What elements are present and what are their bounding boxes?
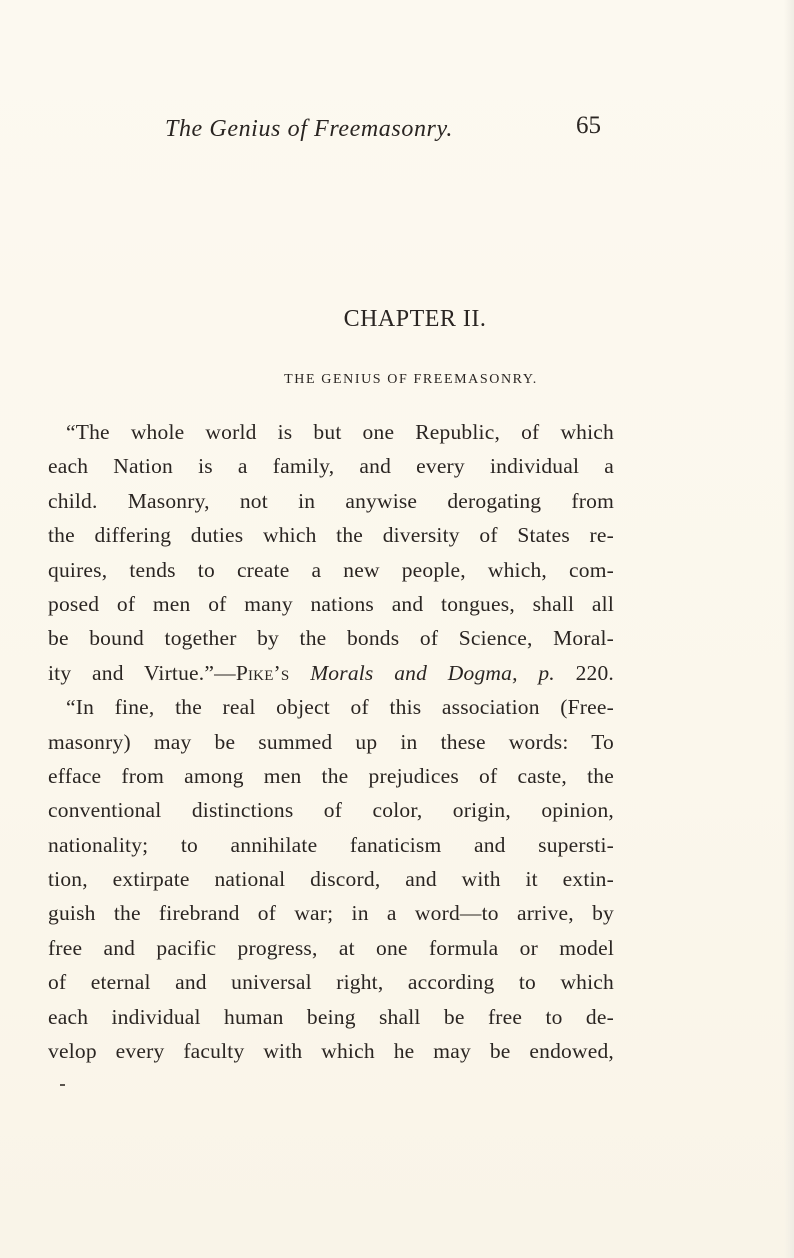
ink-mark: [60, 1084, 65, 1086]
text-line: guish the firebrand of war; in a word—to arrive, by: [48, 901, 614, 926]
text-line: “The whole world is but one Republic, of which: [66, 420, 614, 444]
paragraph-real-object: [48, 690, 614, 1068]
body-text: [48, 415, 614, 1068]
page-number: 65: [576, 112, 601, 139]
chapter-subheading: THE GENIUS OF FREEMASONRY.: [284, 372, 538, 387]
text-line: velop every faculty with which he may be endowed,: [48, 1039, 614, 1064]
text-line: efface from among men the prejudices of caste, the: [48, 763, 614, 788]
running-title: The Genius of Freemasonry.: [165, 116, 454, 142]
text-line: the differing duties which the diversity of States re-: [48, 523, 614, 548]
text-line: of eternal and universal right, according to which: [48, 970, 614, 995]
text-line: child. Masonry, not in anywise derogating from: [48, 488, 614, 513]
page-edge-shadow: [784, 0, 794, 1258]
text-line: masonry) may be summed up in these words: To: [48, 729, 614, 754]
text-line: tion, extirpate national discord, and with it extin-: [48, 867, 614, 892]
text-line: be bound together by the bonds of Science, Moral-: [48, 626, 614, 651]
text-line: posed of men of many nations and tongues, shall all: [48, 591, 614, 616]
text-line: each Nation is a family, and every individual a: [48, 454, 614, 479]
running-head: [0, 112, 794, 152]
citation-page: 220.: [554, 660, 615, 685]
text-line: quires, tends to create a new people, which, com-: [48, 557, 614, 582]
text-line: “In fine, the real object of this association (Free-: [66, 695, 614, 720]
text-line: conventional distinctions of color, origin, opinion,: [48, 798, 614, 823]
text-line: nationality; to annihilate fanaticism and supersti-: [48, 832, 614, 857]
citation-author: Pike’s: [235, 660, 290, 685]
citation-line: [48, 656, 614, 690]
text-line: free and pacific progress, at one formula or model: [48, 935, 614, 960]
citation-text: ity and Virtue.”—: [48, 660, 236, 685]
paragraph-pike-quote: [48, 415, 614, 690]
text-line: each individual human being shall be free to de-: [48, 1004, 614, 1029]
citation-work: Morals and Dogma, p.: [310, 660, 555, 685]
chapter-heading: CHAPTER II.: [343, 306, 487, 332]
